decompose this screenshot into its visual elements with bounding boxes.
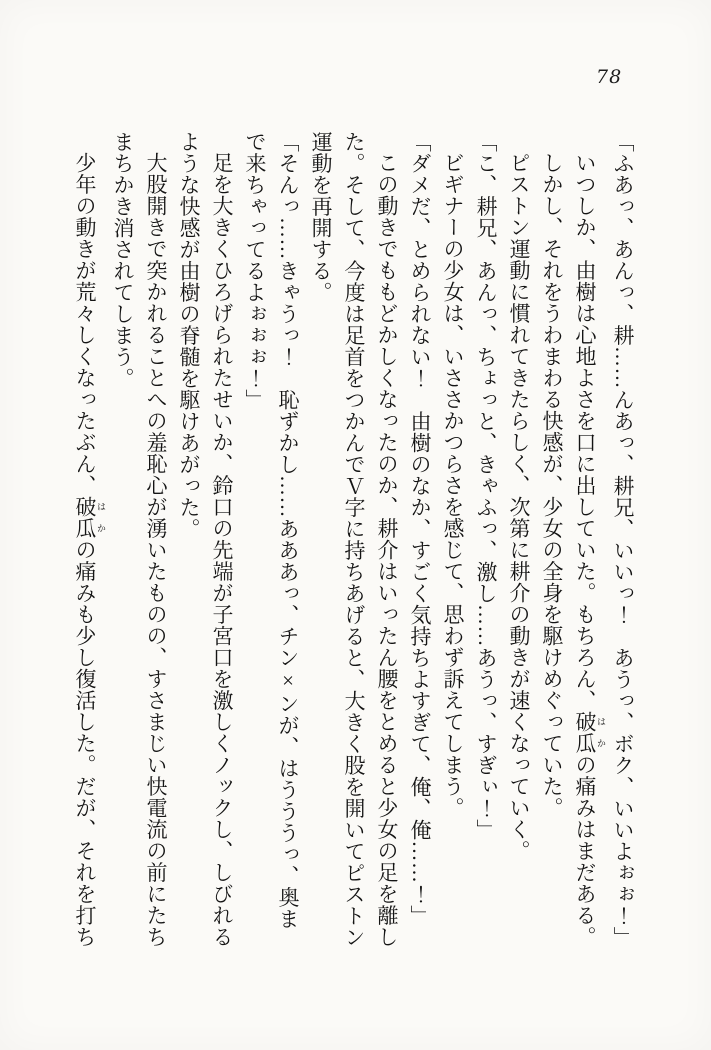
paragraph: 「ふあっ、あんっ、耕……んあっ、耕兄、いいっ！ あうっ、ボク、いいよぉぉ！」 <box>611 131 635 948</box>
paragraph: 少年の動きが荒々しくなったぶん、破瓜 はかの痛みも少し復活した。だが、それを打ち <box>73 152 106 948</box>
paragraph: 「ダメだ、とめられない！ 由樹のなか、すごく気持ちよすぎて、俺、俺……！」 <box>408 131 432 927</box>
page-number: 78 <box>596 66 623 88</box>
paragraph: 大股開きで突かれることへの羞恥心が湧いたものの、すさまじい快電流の前にたちまちかき消されてしまう。 <box>111 131 168 948</box>
paragraph: 「そんっ……きゃうっ！ 恥ずかし……あああっ、チン×ンが、はうううっ、奥まで来ちゃってるよぉぉぉ！」 <box>243 131 300 930</box>
paragraph: いつしか、由樹は心地よさを口に出していた。もちろん、破瓜 はかの痛みはまだある。 <box>573 152 606 948</box>
paragraph: しかし、それをうわまわる快感が、少女の全身を駆けめぐっていた。 <box>540 152 564 819</box>
paragraph: ピストン運動に慣れてきたらしく、次第に耕介の動きが速くなっていく。 <box>507 152 531 862</box>
paragraph: 足を大きくひろげられたせいか、鈴口の先端が子宮口を激しくノックし、しびれるような快感が由樹の脊髄を駆けあがった。 <box>177 131 234 948</box>
furigana-ruby: 破瓜 はか <box>573 711 606 754</box>
body-text <box>73 131 639 950</box>
paragraph: 「こ、耕兄、あんっ、ちょっと、きゃふっ、激し……あうっ、すぎぃ！」 <box>474 131 498 841</box>
paragraph: ビギナーの少女は、いささかつらさを感じて、思わず訴えてしまう。 <box>441 152 465 819</box>
paragraph: この動きでももどかしくなったのか、耕介はいったん腰をとめると少女の足を離した。そして、今度は足首をつかんでＶ字に持ちあげると、大きく股を開いてピストン運動を再開する。 <box>309 131 399 948</box>
furigana-ruby: 破瓜 はか <box>73 496 106 539</box>
